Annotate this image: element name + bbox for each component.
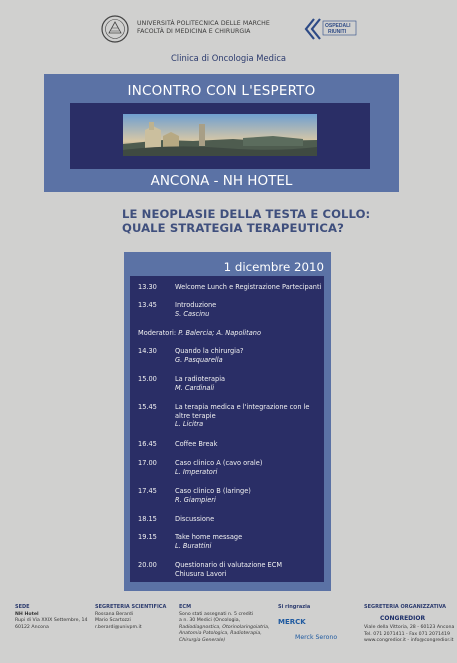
event-subtitle: LE NEOPLASIE DELLA TESTA E COLLO: QUALE STRATEGIA TERAPEUTICA?	[122, 207, 371, 235]
footer-sponsor: Si ringrazia	[278, 604, 311, 610]
event-date: 1 dicembre 2010	[223, 260, 324, 274]
university-name: UNIVERSITÀ POLITECNICA DELLE MARCHE FACOLTÀ DI MEDICINA E CHIRURGIA	[137, 20, 270, 35]
title-block	[44, 74, 399, 192]
svg-text:RIUNITI: RIUNITI	[328, 29, 347, 35]
event-venue: ANCONA - NH HOTEL	[150, 173, 293, 189]
footer-segreteria-scientifica: SEGRETERIA SCIENTIFICA Rossana Berardi Mario Scartozzi r.berardi@univpm.it	[95, 604, 167, 630]
footer-organizer-address: Viale della Vittoria, 28 - 60123 Ancona Tel. 071 2071411 - Fax 071 2071419 www.congredior.it - info@congredior.it	[364, 625, 455, 643]
footer-sede: SEDE NH Hotel Rupi di Via XXIX Settembre, 14 60122 Ancona	[15, 604, 88, 630]
event-title: INCONTRO CON L'ESPERTO	[127, 83, 316, 99]
university-seal-icon	[101, 15, 129, 43]
congredior-logo: CONGREDIOR	[380, 615, 426, 622]
footer-segreteria-organizzativa: SEGRETERIA ORGANIZZATIVA	[364, 604, 447, 610]
title-inner-panel	[70, 103, 370, 169]
merck-logo: MERCK	[278, 618, 306, 626]
merck-serono-logo: Merck Serono	[295, 634, 338, 641]
program-block	[124, 252, 331, 591]
hospital-logo-icon	[304, 17, 360, 41]
footer-ecm: ECM Sono stati assegnati n. 5 crediti a n. 30 Medici (Oncologia, Radiodiagnostica, Otorinolaringoiatria, Anatomia Patologica, Radioterapia, Chirurgia Generale)	[179, 604, 270, 643]
svg-text:OSPEDALI: OSPEDALI	[325, 23, 351, 29]
program-list: 13.30 Welcome Lunch e Registrazione Partecipanti 13.45 Introduzione S. Cascinu Moderatori: P. Balercia; A. Napolitano 14.30 Quando la chirurgia? G. Pasquarella 15.00 La radioterapia M. Cardinali 15.45 La terapia medica e l'integrazione con le altre terapie L. Licitra 16.45 Coffee Break 17.00 Caso clinico A (cavo orale) L. Imperatori 17.45 Caso clinico B (laringe) R. Giampieri 18.15 Discussione 19.15 Take home message L. Burattini 20.00 Questionario di valutazione ECM Chiusura Lavori	[130, 276, 324, 582]
panorama-photo	[123, 114, 317, 156]
clinic-name: Clinica di Oncologia Medica	[170, 53, 287, 63]
